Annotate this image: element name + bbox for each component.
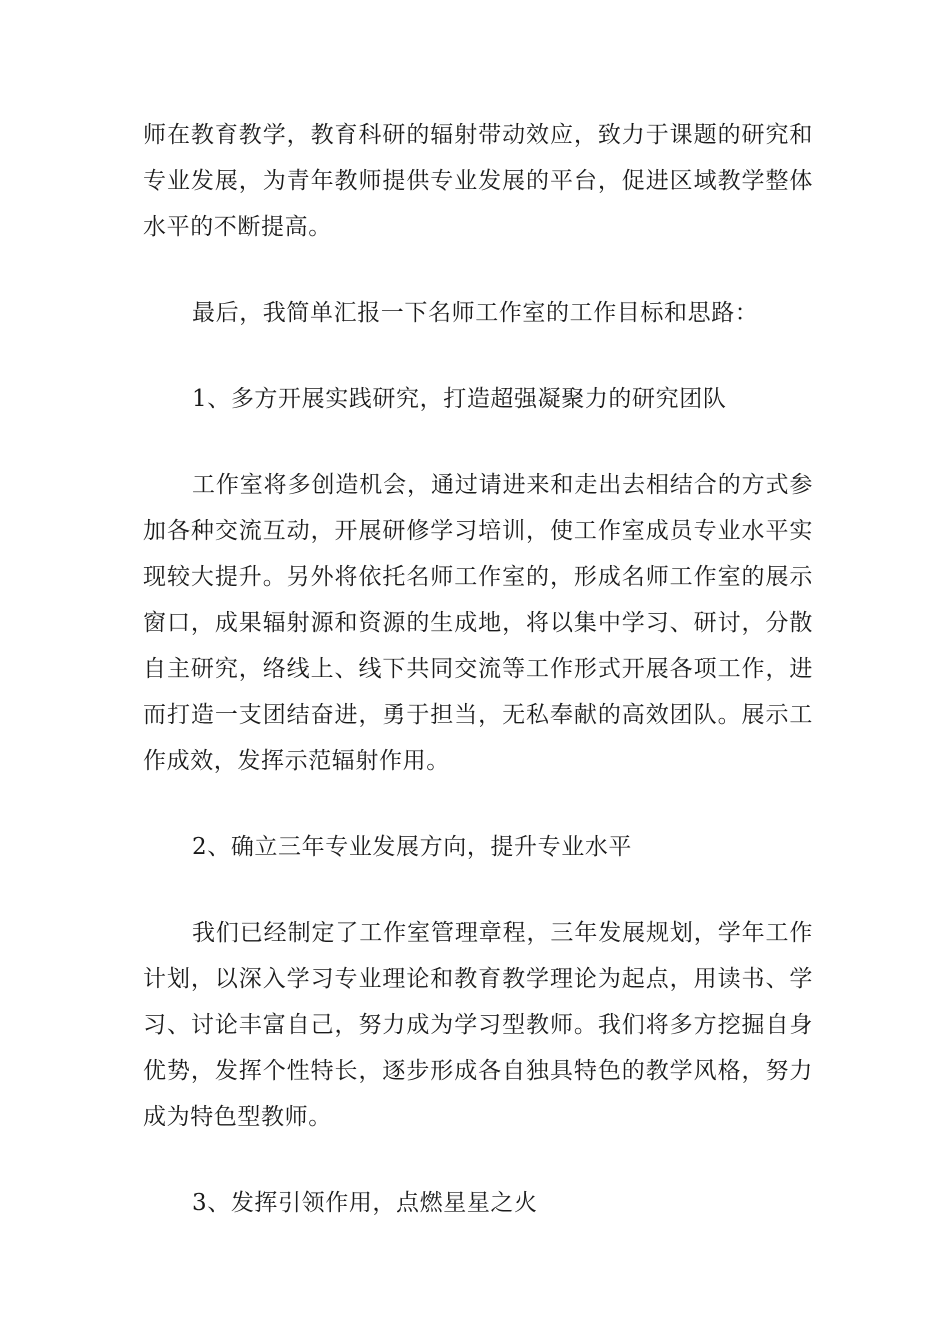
paragraph-continuation: 师在教育教学，教育科研的辐射带动效应，致力于课题的研究和专业发展，为青年教师提供专业发展的平台，促进区域教学整体水平的不断提高。 xyxy=(143,122,813,240)
document-body xyxy=(143,112,813,1226)
paragraph-summary-intro: 最后，我简单汇报一下名师工作室的工作目标和思路： xyxy=(192,300,759,326)
section-heading-2: 2、确立三年专业发展方向，提升专业水平 xyxy=(192,834,633,860)
paragraph-section-1: 工作室将多创造机会，通过请进来和走出去相结合的方式参加各种交流互动，开展研修学习培训，使工作室成员专业水平实现较大提升。另外将依托名师工作室的，形成名师工作室的展示窗口，成果辐射源和资源的生成地，将以集中学习、研讨，分散自主研究，络线上、线下共同交流等工作形式开展各项工作，进而打造一支团结奋进，勇于担当，无私奉献的高效团队。展示工作成效，发挥示范辐射作用。 xyxy=(143,472,813,774)
paragraph-section-2: 我们已经制定了工作室管理章程，三年发展规划，学年工作计划，以深入学习专业理论和教育教学理论为起点，用读书、学习、讨论丰富自己，努力成为学习型教师。我们将多方挖掘自身优势，发挥个性特长，逐步形成各自独具特色的教学风格，努力成为特色型教师。 xyxy=(143,920,813,1130)
section-heading-3: 3、发挥引领作用，点燃星星之火 xyxy=(192,1190,538,1216)
section-heading-1: 1、多方开展实践研究，打造超强凝聚力的研究团队 xyxy=(192,386,727,412)
